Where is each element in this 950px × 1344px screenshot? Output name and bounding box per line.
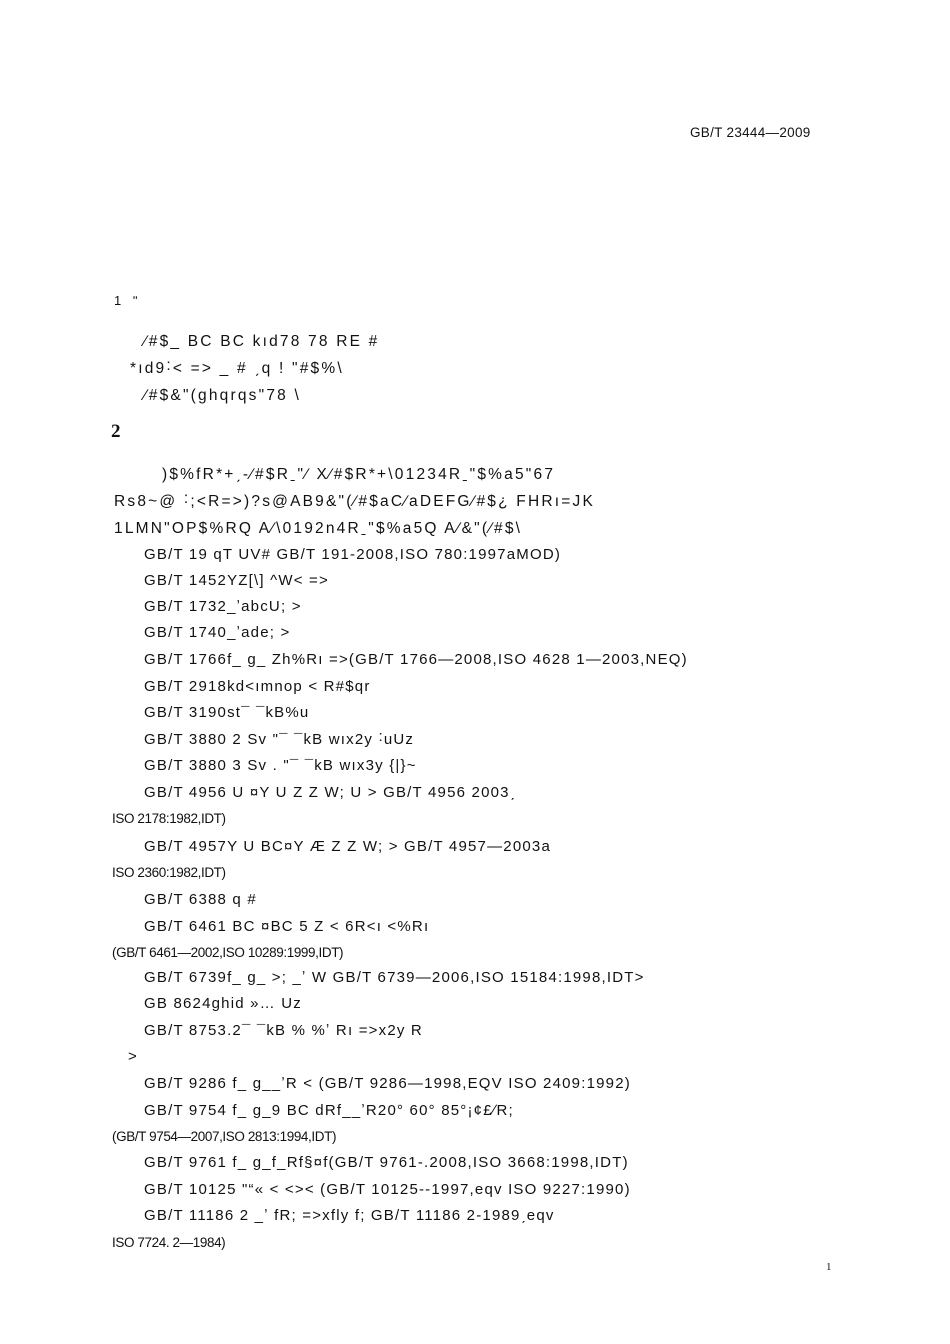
reference-entry: GB/T 3880 2 Sv "¯ ¯kB wıx2y ˸uUz	[144, 731, 415, 748]
reference-entry: GB/T 9286 f_ g__ʼR < (GB/T 9286—1998,EQV ISO 2409:1992)	[144, 1075, 631, 1092]
section-2-line: Rs8~@ ˸;<R=>)?s@AB9&"(∕#$aC∕aDEFG∕#$¿ FHRı=JK	[114, 493, 595, 510]
section-1-line: ∕#$_ BC BC kıd78 78 RE #	[144, 333, 380, 350]
reference-entry: GB/T 9761 f_ g_f_Rf§¤f(GB/T 9761-.2008,ISO 3668:1998,IDT)	[144, 1154, 629, 1171]
reference-continuation: (GB/T 9754—2007,ISO 2813:1994,IDT)	[112, 1129, 337, 1144]
reference-entry: GB/T 9754 f_ g_9 BC dRf__ʼR20° 60° 85°¡¢£∕R;	[144, 1102, 514, 1119]
section-1-heading: 1 ʺ	[114, 293, 142, 308]
reference-entry: GB/T 6461 BC ¤BC 5 Z < 6R<ı <%Rı	[144, 918, 430, 935]
reference-continuation: ISO 2178:1982,IDT)	[112, 811, 226, 826]
section-2-line: )$%fR*+ˏ-∕#$Rˍ"∕ X∕#$R*+\01234Rˍ"$%a5"67	[162, 466, 556, 483]
reference-entry: GB/T 1740_ʼade; >	[144, 624, 291, 641]
reference-entry: GB/T 4957Y U BC¤Y Æ Z Z W; > GB/T 4957—2003a	[144, 838, 552, 855]
reference-entry: GB 8624ghid »… Uz	[144, 995, 302, 1012]
reference-entry: GB/T 19 qT UV# GB/T 191-2008,ISO 780:1997aMOD)	[144, 546, 562, 563]
section-2-line: 1LMN"OP$%RQ A∕\0192n4Rˍ"$%a5Q A∕&"(∕#$\	[114, 520, 523, 537]
reference-entry: GB/T 2918kd<ımnop < R#$qr	[144, 678, 371, 695]
standard-code: GB/T 23444—2009	[690, 125, 811, 140]
reference-entry: GB/T 3190st¯ ¯kB%u	[144, 704, 310, 721]
reference-entry: GB/T 1452YZ[\] ^W< =>	[144, 572, 329, 589]
reference-entry: GB/T 4956 U ¤Y U Z Z W; U > GB/T 4956 2003ˏ	[144, 784, 516, 801]
reference-continuation: ISO 7724. 2—1984)	[112, 1235, 226, 1250]
reference-entry: GB/T 1766f_ g_ Zh%Rı =>(GB/T 1766—2008,ISO 4628 1—2003,NEQ)	[144, 651, 688, 668]
reference-entry: GB/T 8753.2¯ ¯kB % %ʼ Rı =>x2y R	[144, 1022, 423, 1039]
reference-entry: GB/T 11186 2 _ʼ fR; =>xfly f; GB/T 11186 2-1989ˏeqv	[144, 1207, 555, 1224]
page-number: 1	[826, 1261, 832, 1273]
section-1-line: *ıd9˸< => _ # ˏq ! "#$%\	[130, 360, 344, 377]
reference-entry: GB/T 6388 q #	[144, 891, 257, 908]
reference-entry: GB/T 6739f_ g_ >; _ʼ W GB/T 6739—2006,ISO 15184:1998,IDT>	[144, 969, 645, 986]
reference-entry: GB/T 1732_ʼabcU; >	[144, 598, 302, 615]
reference-continuation: >	[128, 1048, 138, 1065]
section-1-line: ∕#$&"(ghqrqs"78 \	[144, 387, 301, 404]
reference-continuation: ISO 2360:1982,IDT)	[112, 865, 226, 880]
section-2-heading: 2	[111, 421, 121, 442]
reference-continuation: (GB/T 6461—2002,ISO 10289:1999,IDT)	[112, 945, 344, 960]
reference-entry: GB/T 10125 "“« < <>< (GB/T 10125--1997,eqv ISO 9227:1990)	[144, 1181, 631, 1198]
reference-entry: GB/T 3880 3 Sv . "¯ ¯kB wıx3y {|}~	[144, 757, 417, 774]
